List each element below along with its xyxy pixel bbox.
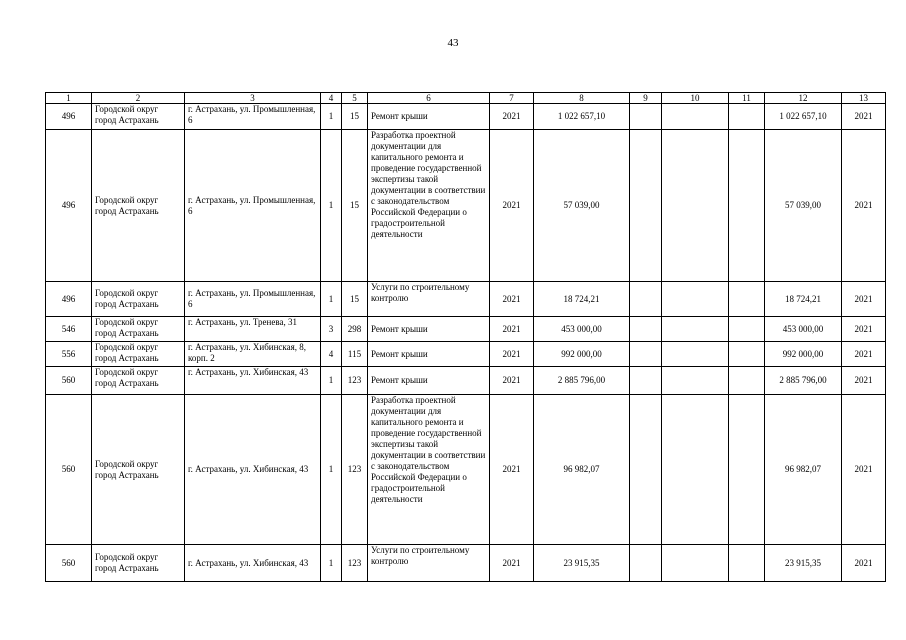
col11-cell <box>729 545 765 582</box>
col11-cell <box>729 342 765 367</box>
column-number: 8 <box>534 93 630 104</box>
column-number: 3 <box>185 93 321 104</box>
col13-cell: 2021 <box>842 317 886 342</box>
municipality-cell: Городской округ город Астрахань <box>92 342 185 367</box>
col13-cell: 2021 <box>842 130 886 282</box>
col10-cell <box>662 130 729 282</box>
column-number: 4 <box>321 93 342 104</box>
col12-cell: 1 022 657,10 <box>765 104 842 130</box>
total-cost-cell: 18 724,21 <box>534 282 630 317</box>
year-cell: 2021 <box>490 367 534 395</box>
col9-cell <box>630 130 662 282</box>
col11-cell <box>729 104 765 130</box>
col5-cell: 15 <box>342 282 368 317</box>
col13-cell: 2021 <box>842 342 886 367</box>
col10-cell <box>662 395 729 545</box>
address-cell: г. Астрахань, ул. Промышленная, 6 <box>185 130 321 282</box>
col9-cell <box>630 317 662 342</box>
col10-cell <box>662 317 729 342</box>
col4-cell: 1 <box>321 545 342 582</box>
col5-cell: 15 <box>342 104 368 130</box>
municipality-cell: Городской округ город Астрахань <box>92 282 185 317</box>
col13-cell: 2021 <box>842 395 886 545</box>
col9-cell <box>630 282 662 317</box>
table-row <box>46 130 886 282</box>
table-row <box>46 342 886 367</box>
row-id: 556 <box>46 342 92 367</box>
col10-cell <box>662 104 729 130</box>
col11-cell <box>729 395 765 545</box>
column-number: 6 <box>368 93 490 104</box>
work-type-cell: Ремонт крыши <box>368 367 490 395</box>
municipality-cell: Городской округ город Астрахань <box>92 317 185 342</box>
year-cell: 2021 <box>490 317 534 342</box>
col5-cell: 115 <box>342 342 368 367</box>
col13-cell: 2021 <box>842 367 886 395</box>
address-cell: г. Астрахань, ул. Хибинская, 43 <box>185 395 321 545</box>
col12-cell: 57 039,00 <box>765 130 842 282</box>
municipality-cell: Городской округ город Астрахань <box>92 545 185 582</box>
col4-cell: 1 <box>321 395 342 545</box>
column-number: 5 <box>342 93 368 104</box>
row-id: 546 <box>46 317 92 342</box>
col4-cell: 1 <box>321 130 342 282</box>
col4-cell: 3 <box>321 317 342 342</box>
col12-cell: 23 915,35 <box>765 545 842 582</box>
total-cost-cell: 57 039,00 <box>534 130 630 282</box>
municipality-cell: Городской округ город Астрахань <box>92 104 185 130</box>
col9-cell <box>630 545 662 582</box>
column-number: 10 <box>662 93 729 104</box>
work-type-cell: Услуги по строительному контролю <box>368 282 490 317</box>
municipality-cell: Городской округ город Астрахань <box>92 367 185 395</box>
page-number: 43 <box>447 37 459 49</box>
year-cell: 2021 <box>490 104 534 130</box>
table-row <box>46 545 886 582</box>
col4-cell: 1 <box>321 282 342 317</box>
col10-cell <box>662 342 729 367</box>
address-cell: г. Астрахань, ул. Хибинская, 8, корп. 2 <box>185 342 321 367</box>
address-cell: г. Астрахань, ул. Тренева, 31 <box>185 317 321 342</box>
table-row <box>46 282 886 317</box>
col12-cell: 2 885 796,00 <box>765 367 842 395</box>
work-type-cell: Услуги по строительному контролю <box>368 545 490 582</box>
address-cell: г. Астрахань, ул. Промышленная, 6 <box>185 104 321 130</box>
total-cost-cell: 2 885 796,00 <box>534 367 630 395</box>
table-row <box>46 104 886 130</box>
col9-cell <box>630 367 662 395</box>
total-cost-cell: 23 915,35 <box>534 545 630 582</box>
total-cost-cell: 1 022 657,10 <box>534 104 630 130</box>
col5-cell: 123 <box>342 367 368 395</box>
year-cell: 2021 <box>490 545 534 582</box>
column-number-row <box>46 93 886 104</box>
municipality-cell: Городской округ город Астрахань <box>92 395 185 545</box>
table-row <box>46 317 886 342</box>
col12-cell: 992 000,00 <box>765 342 842 367</box>
col4-cell: 1 <box>321 367 342 395</box>
col9-cell <box>630 342 662 367</box>
col12-cell: 18 724,21 <box>765 282 842 317</box>
work-type-cell: Ремонт крыши <box>368 342 490 367</box>
column-number: 9 <box>630 93 662 104</box>
year-cell: 2021 <box>490 130 534 282</box>
col5-cell: 123 <box>342 545 368 582</box>
row-id: 496 <box>46 282 92 317</box>
col5-cell: 123 <box>342 395 368 545</box>
column-number: 12 <box>765 93 842 104</box>
col9-cell <box>630 395 662 545</box>
col5-cell: 298 <box>342 317 368 342</box>
total-cost-cell: 992 000,00 <box>534 342 630 367</box>
col5-cell: 15 <box>342 130 368 282</box>
table-row <box>46 367 886 395</box>
total-cost-cell: 453 000,00 <box>534 317 630 342</box>
column-number: 2 <box>92 93 185 104</box>
col13-cell: 2021 <box>842 104 886 130</box>
col11-cell <box>729 282 765 317</box>
column-number: 1 <box>46 93 92 104</box>
col10-cell <box>662 282 729 317</box>
year-cell: 2021 <box>490 282 534 317</box>
year-cell: 2021 <box>490 395 534 545</box>
address-cell: г. Астрахань, ул. Хибинская, 43 <box>185 367 321 395</box>
col11-cell <box>729 130 765 282</box>
col10-cell <box>662 367 729 395</box>
work-type-cell: Ремонт крыши <box>368 104 490 130</box>
row-id: 496 <box>46 130 92 282</box>
capital-repair-table <box>45 92 886 582</box>
col9-cell <box>630 104 662 130</box>
col11-cell <box>729 367 765 395</box>
year-cell: 2021 <box>490 342 534 367</box>
col13-cell: 2021 <box>842 282 886 317</box>
column-number: 13 <box>842 93 886 104</box>
municipality-cell: Городской округ город Астрахань <box>92 130 185 282</box>
work-type-cell: Ремонт крыши <box>368 317 490 342</box>
column-number: 7 <box>490 93 534 104</box>
col10-cell <box>662 545 729 582</box>
work-type-cell: Разработка проектной документации для капитального ремонта и проведение государственной экспертизы такой документации в соответствии с законодательством Российской Федерации о градостроительной деятельности <box>368 395 490 545</box>
row-id: 560 <box>46 545 92 582</box>
row-id: 496 <box>46 104 92 130</box>
row-id: 560 <box>46 367 92 395</box>
column-number: 11 <box>729 93 765 104</box>
col13-cell: 2021 <box>842 545 886 582</box>
col4-cell: 1 <box>321 104 342 130</box>
row-id: 560 <box>46 395 92 545</box>
col12-cell: 453 000,00 <box>765 317 842 342</box>
total-cost-cell: 96 982,07 <box>534 395 630 545</box>
work-type-cell: Разработка проектной документации для капитального ремонта и проведение государственной экспертизы такой документации в соответствии с законодательством Российской Федерации о градостроительной деятельности <box>368 130 490 282</box>
col12-cell: 96 982,07 <box>765 395 842 545</box>
col4-cell: 4 <box>321 342 342 367</box>
col11-cell <box>729 317 765 342</box>
address-cell: г. Астрахань, ул. Промышленная, 6 <box>185 282 321 317</box>
table-row <box>46 395 886 545</box>
address-cell: г. Астрахань, ул. Хибинская, 43 <box>185 545 321 582</box>
